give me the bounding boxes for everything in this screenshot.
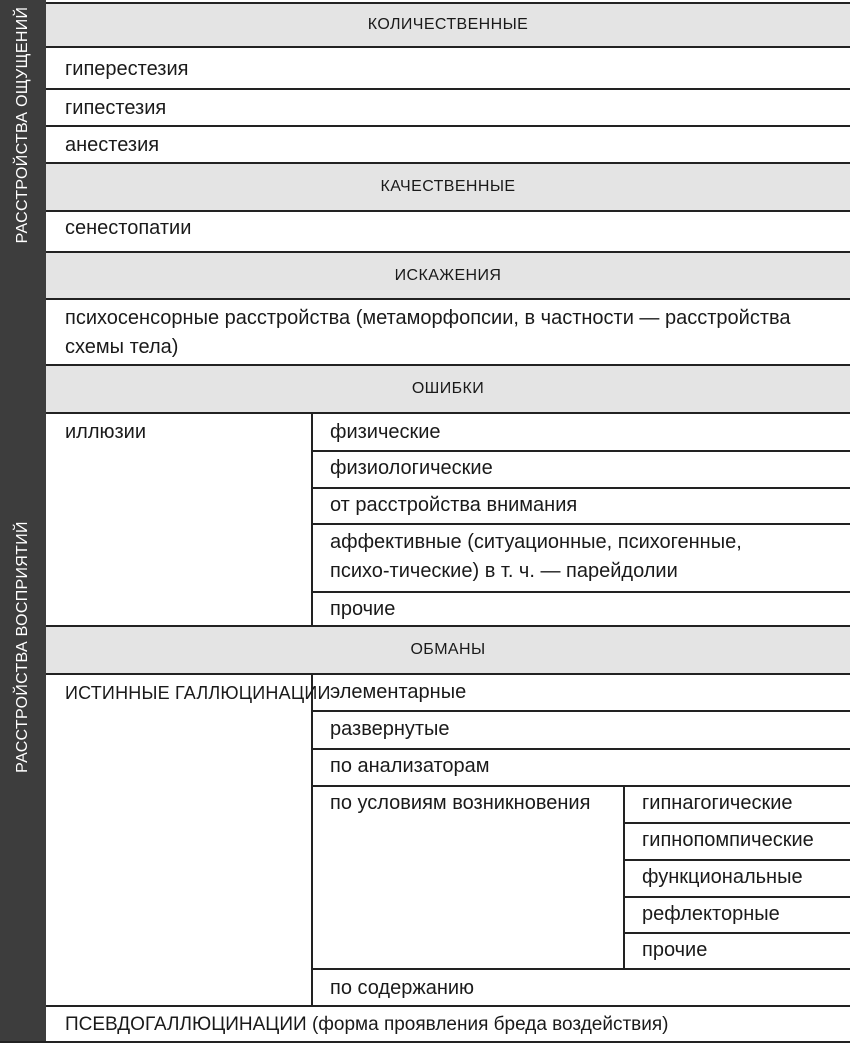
item-pseudohallucinations: ПСЕВДОГАЛЛЮЦИНАЦИИ (форма проявления бреда воздействия) bbox=[65, 1014, 669, 1035]
divider bbox=[624, 896, 850, 898]
item-hyperesthesia: гиперестезия bbox=[65, 58, 189, 80]
item-physiological: физиологические bbox=[330, 457, 493, 479]
divider bbox=[46, 1005, 850, 1007]
divider bbox=[311, 675, 313, 1005]
item-hypnagogic: гипнагогические bbox=[642, 792, 793, 814]
item-errors-other: прочие bbox=[330, 598, 396, 620]
sidebar-perceptions bbox=[0, 250, 46, 1043]
item-by-analyzers: по анализаторам bbox=[330, 755, 490, 777]
section-header-qualitative: КАЧЕСТВЕННЫЕ bbox=[46, 162, 850, 212]
divider bbox=[312, 748, 850, 750]
item-physical: физические bbox=[330, 421, 441, 443]
item-illusions: иллюзии bbox=[65, 421, 147, 443]
item-conditions-other: прочие bbox=[642, 939, 708, 961]
item-reflex: рефлекторные bbox=[642, 903, 780, 925]
item-true-hallucinations: ИСТИННЫЕ ГАЛЛЮЦИНАЦИИ bbox=[65, 683, 331, 703]
divider bbox=[624, 859, 850, 861]
section-header-errors: ОШИБКИ bbox=[46, 364, 850, 414]
divider bbox=[312, 487, 850, 489]
divider bbox=[46, 88, 850, 90]
item-by-conditions: по условиям возникновения bbox=[330, 792, 591, 814]
item-affective: аффективные (ситуационные, психогенные, психо-тические) в т. ч. — парейдолии bbox=[330, 531, 742, 582]
divider bbox=[624, 822, 850, 824]
divider bbox=[312, 968, 850, 970]
divider bbox=[312, 710, 850, 712]
item-elementary: элементарные bbox=[330, 681, 467, 703]
section-header-quantitative: КОЛИЧЕСТВЕННЫЕ bbox=[46, 2, 850, 48]
item-attention-disorder: от расстройства внимания bbox=[330, 494, 578, 516]
sidebar-sensations bbox=[0, 0, 46, 250]
item-hypesthesia: гипестезия bbox=[65, 97, 167, 119]
divider bbox=[312, 785, 850, 787]
section-header-distortions: ИСКАЖЕНИЯ bbox=[46, 251, 850, 300]
section-header-deceptions: ОБМАНЫ bbox=[46, 625, 850, 675]
sidebar-sensations-label: РАССТРОЙСТВА ОЩУЩЕНИЙ bbox=[14, 6, 31, 244]
item-hypnopompic: гипнопомпические bbox=[642, 829, 814, 851]
sidebar-perceptions-label: РАССТРОЙСТВА ВОСПРИЯТИЙ bbox=[14, 520, 31, 773]
divider bbox=[312, 591, 850, 593]
item-psychosensory-disorders: психосенсорные расстройства (метаморфопсии, в частности — расстройства схемы тела) bbox=[65, 307, 791, 358]
divider bbox=[46, 125, 850, 127]
divider bbox=[311, 414, 313, 625]
divider bbox=[624, 932, 850, 934]
divider bbox=[312, 450, 850, 452]
divider bbox=[312, 523, 850, 525]
item-anesthesia: анестезия bbox=[65, 134, 160, 156]
item-by-content: по содержанию bbox=[330, 977, 475, 999]
item-developed: развернутые bbox=[330, 718, 450, 740]
item-senestopathies: сенестопатии bbox=[65, 217, 192, 239]
divider bbox=[623, 785, 625, 968]
item-functional: функциональные bbox=[642, 866, 803, 888]
